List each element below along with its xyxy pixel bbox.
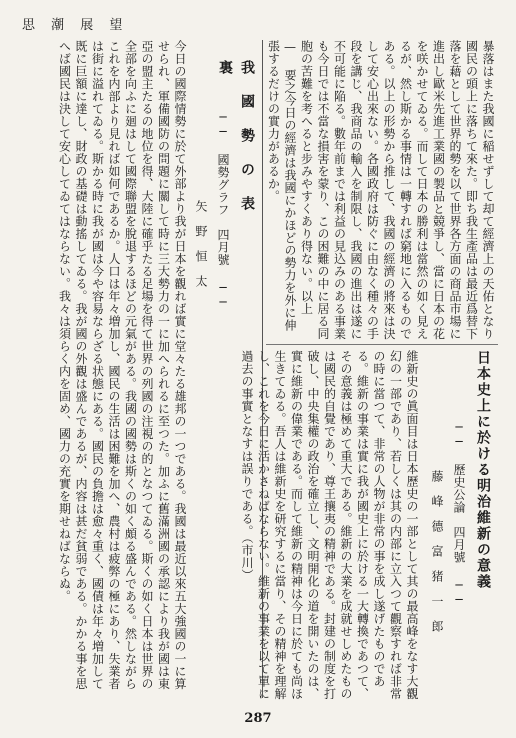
section-rule xyxy=(266,344,498,345)
article1-title: 我 國 勢 の 表 裏 xyxy=(217,60,255,212)
article1-author: 矢 野 恒 太 xyxy=(194,200,208,288)
continued-article-body: 暴落はまた我國に稲せずして却て經濟上の天佑となり國民の頭上に落ちて來た。即ち我生產品は最近爲替下落を藉として世界的勢を以て世界各方面の商品市場に進出し歐米先進工業國の製品と競爭し、當に日本の花を咲かせてゐる。而して日本の勝利は當然の如く見えるが、然し斯かる事情は一轉すれば窮地に入るものである。以上の形勢から推して、我國の經濟の將來は決して安心出來ない。各國政府は防ぐに由なく種々の手段を講じ、我商品の輸入を制限し、我國の進出は遂に不可能に陥る。數年前までは利益の見込みのある事業も今日では不當な損害を蒙り、この困難の中に居る同胞の苦難を考へると步みやすくあり得ない。以上 — 要之今日の經濟は我國にかほどの勢力を外に伸張するだけの實力があるか。 xyxy=(266,40,495,340)
page-number: 287 xyxy=(244,711,272,726)
article1-body: 今日の國際情勢に於て外部より我が日本を觀れば實に堂々たる雄邦の一つである。我國は最近以來五大強國の一に算せられ、軍備國防の問題に關して時に三大勢力の一に加へられるに至つた。加ふに舊滿洲國の承認により我が國は東亞の盟主たるの地位を得、大陸に確乎たる足場を得て世界の列國の注視の的となつてゐる。斯くの如く日本は世界の全部を向ふに廻はして國際聯盟を脫退するほどの元氣がある。我國の國勢は斯くの如く頗る盛んである。然しながらこれを内部より見れば如何であるか。人口は年々増加し、國民の生活は困難を加へ、農村は疲弊の極にあり、失業者は街に溢れてゐる。斯かる時に我が國は今や容易ならざる状態にある。國民の負擔は愈々重く、國債は年々増加して既に巨額に達し、財政の基礎は動搖してゐる。我が國の外觀は盛んであるが、内容は甚だ貧弱である。かかる事を思へば國民は決して安心してゐてはならない。我々は須らく内を固め、國力の充實を期せねばならぬ。 xyxy=(57,40,187,690)
article2-title: 日本史上に於ける明治維新の意義 xyxy=(475,350,491,590)
article2-source: ── 歷史公論 四月號 ── xyxy=(452,420,466,607)
article1-source: ── 國勢グラフ 四月號 ── xyxy=(216,110,230,310)
article2-body: 維新史の眞面目は日本歷史の一部として其の最高峰をなす大觀幻の一部であり、若しくは其の内部に立入つて觀察すれば非常の時に當つて、非常の人物が非常の事を成し遂げたものである。維新の事業は實に我が國史上に於ける一大轉換であつて、その意義は極めて重大である。維新の大業を成就せしめたものは國民的自覺であり、尊王攘夷の精神である。封建の制度を打破し、中央集權の政治を確立し、文明開化の道を開いたのは、實に維新の偉業である。而して維新の精神は今日に於ても尚ほ生きてゐる。吾人は維新史を研究するに當り、その精神を理解し、これを今日に活かさねばならない。維新の事業を以て單に過去の事實となすは誤りである。（市川） xyxy=(240,350,419,700)
running-head: 思 潮 展 望 xyxy=(22,18,129,33)
article2-author: 藤 峰 德 富 猪 一 郎 xyxy=(430,470,444,633)
